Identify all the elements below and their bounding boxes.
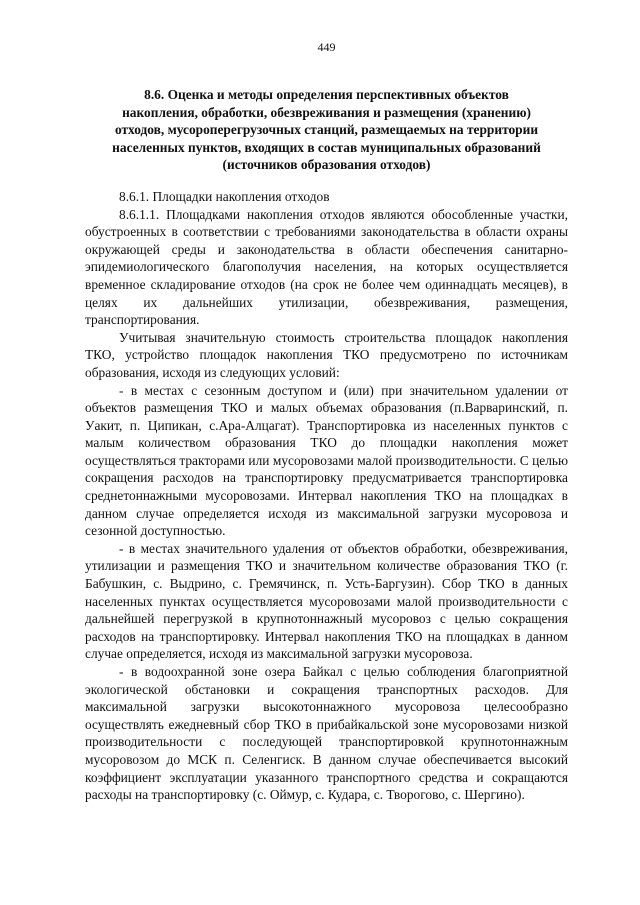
paragraph: - в водоохранной зоне озера Байкал с целью соблюдения благоприятной экологической обстановки и сокращения транспортных расходов. Для максимальной загрузки высокотоннажного мусоровоза целесообразно осуществлять ежедневный сбор ТКО в прибайкальской зоне мусоровозами низкой производительности с последующей транспортировкой крупнотоннажным мусоровозом до МСК п. Селенгиск. В данном случае обеспечивается высокий коэффициент эксплуатации указанного транспортного средства и сокращаются расходы на транспортировку (с. Оймур, с. Кудара, с. Творогово, с. Шергино). — [85, 664, 568, 803]
heading-line: накопления, обработки, обезвреживания и размещения (хранению) — [122, 104, 531, 120]
heading-line: отходов, мусороперегрузочных станций, размещаемых на территории — [114, 122, 539, 138]
page-number: 449 — [317, 40, 336, 54]
paragraph: - в местах с сезонным доступом и (или) при значительном удалении от объектов размещения ТКО и малых объемах образования (п.Варваринский, п. Уакит, п. Ципикан, с.Ара-Алцагат). Транспортировка из населенных пунктов с малым количеством образования ТКО до площадки накопления может осуществляться тракторами или мусоровозами малой производительности. С целью сокращения расходов на транспортировку предусматривается транспортировка среднетоннажными мусоровозами. Интервал накопления ТКО на площадках в данном случае определяется исходя из максимальной загрузки мусоровоза и сезонной доступностью. — [85, 382, 568, 539]
paragraph: - в местах значительного удаления от объектов обработки, обезвреживания, утилизации и размещения ТКО и значительном количестве образования ТКО (г. Бабушкин, с. Выдрино, с. Гремячинск, п. Усть-Баргузин). Сбор ТКО в данных населенных пунктах осуществляется мусоровозами малой производительности с дальнейшей перегрузкой в крупнотоннажный мусоровоз с целью сокращения расходов на транспортировку. Интервал накопления ТКО на площадках в данном случае определяется, исходя из максимальной загрузки мусоровоза. — [85, 540, 568, 662]
heading-line: (источников образования отходов) — [222, 157, 431, 173]
paragraph: Учитывая значительную стоимость строительства площадок накопления ТКО, устройство площадок накопления ТКО предусмотрено по источникам образования, исходя из следующих условий: — [85, 329, 568, 380]
paragraph: 8.6.1.1. Площадками накопления отходов являются обособленные участки, обустроенных в соответствии с требованиями законодательства в области охраны окружающей среды и законодательства в области обеспечения санитарно-эпидемиологического благополучия населения, на которых осуществляется временное складирование отходов (на срок не более чем одиннадцать месяцев), в целях их дальнейших утилизации, обезвреживания, размещения, транспортирования. — [85, 206, 568, 328]
section-heading — [85, 86, 568, 174]
subsection-title: 8.6.1. Площадки накопления отходов — [119, 188, 330, 204]
heading-line: 8.6. Оценка и методы определения перспективных объектов — [144, 87, 509, 102]
heading-line: населенных пунктов, входящих в состав муниципальных образований — [112, 139, 541, 155]
body-text — [85, 188, 568, 804]
